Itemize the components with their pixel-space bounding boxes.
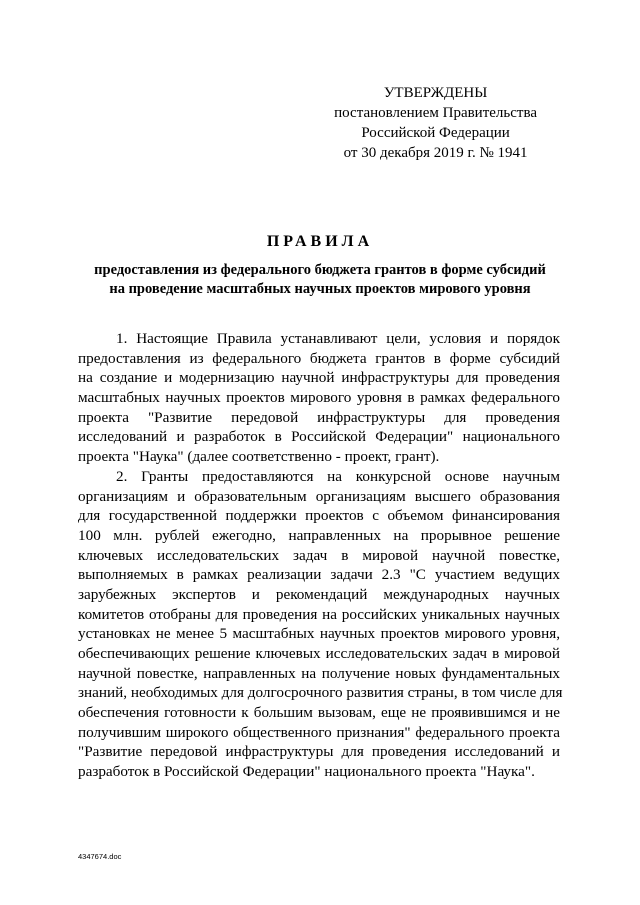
file-reference: 4347674.doc (78, 852, 122, 861)
text-line: 2. Гранты предоставляются на конкурсной основе научным (116, 467, 560, 485)
text-line: комитетов отобраны для проведения на российских уникальных научных (78, 605, 560, 623)
text-line: проекта "Наука" (далее соответственно - проект, грант). (78, 448, 440, 466)
text-line: обеспечивающих решение ключевых исследовательских задач в мировой (78, 645, 560, 662)
text-line: выполняемых в рамках реализации задачи 2.3 "С участием ведущих (78, 566, 560, 584)
text-line: "Развитие передовой инфраструктуры для проведения исследований и (78, 743, 560, 761)
text-line: на создание и модернизацию научной инфраструктуры для проведения (78, 369, 560, 387)
approval-line: Российской Федерации (361, 125, 510, 141)
subtitle-line: предоставления из федерального бюджета грантов в форме субсидий (94, 262, 546, 278)
document-subtitle (0, 261, 640, 299)
text-line: масштабных научных проектов мирового уровня в рамках федерального (78, 389, 560, 407)
text-line: знаний, необходимых для долгосрочного развития страны, в том числе для (78, 684, 563, 702)
text-line: проекта "Развитие передовой инфраструктуры для проведения (78, 408, 560, 426)
text-line: разработок в Российской Федерации" национального проекта "Наука". (78, 763, 535, 781)
document-title: ПРАВИЛА (266, 233, 374, 250)
text-line: установках не менее 5 масштабных научных проектов мирового уровня, (78, 625, 560, 643)
text-line: научной повестке, направленных на получение новых фундаментальных (78, 664, 560, 682)
text-line: 1. Настоящие Правила устанавливают цели, условия и порядок (116, 330, 560, 347)
text-line: обеспечения готовности к большим вызовам, еще не проявившимся и не (78, 704, 560, 722)
subtitle-line: на проведение масштабных научных проектов мирового уровня (109, 281, 531, 297)
approval-date-number: от 30 декабря 2019 г. № 1941 (343, 145, 528, 161)
text-line: получившим широкого общественного признания" федерального проекта (78, 723, 560, 741)
text-line: предоставления из федерального бюджета грантов в форме субсидий (78, 349, 560, 367)
approval-stamp (334, 83, 537, 163)
text-line: для государственной поддержки проектов с объемом финансирования (78, 507, 560, 525)
text-line: зарубежных экспертов и рекомендаций международных научных (78, 585, 560, 603)
text-line: ключевых исследовательских задач в мировой научной повестке, (78, 546, 560, 564)
text-line: исследований и разработок в Российской Федерации" национального (78, 428, 560, 446)
document-body (78, 329, 563, 782)
approval-line: постановлением Правительства (334, 105, 537, 121)
text-line: организациям и образовательным организациям высшего образования (78, 487, 560, 505)
text-line: 100 млн. рублей ежегодно, направленных на прорывное решение (78, 526, 560, 544)
approval-heading: УТВЕРЖДЕНЫ (383, 85, 488, 101)
paragraph-2 (78, 467, 563, 782)
paragraph-1 (78, 329, 560, 467)
